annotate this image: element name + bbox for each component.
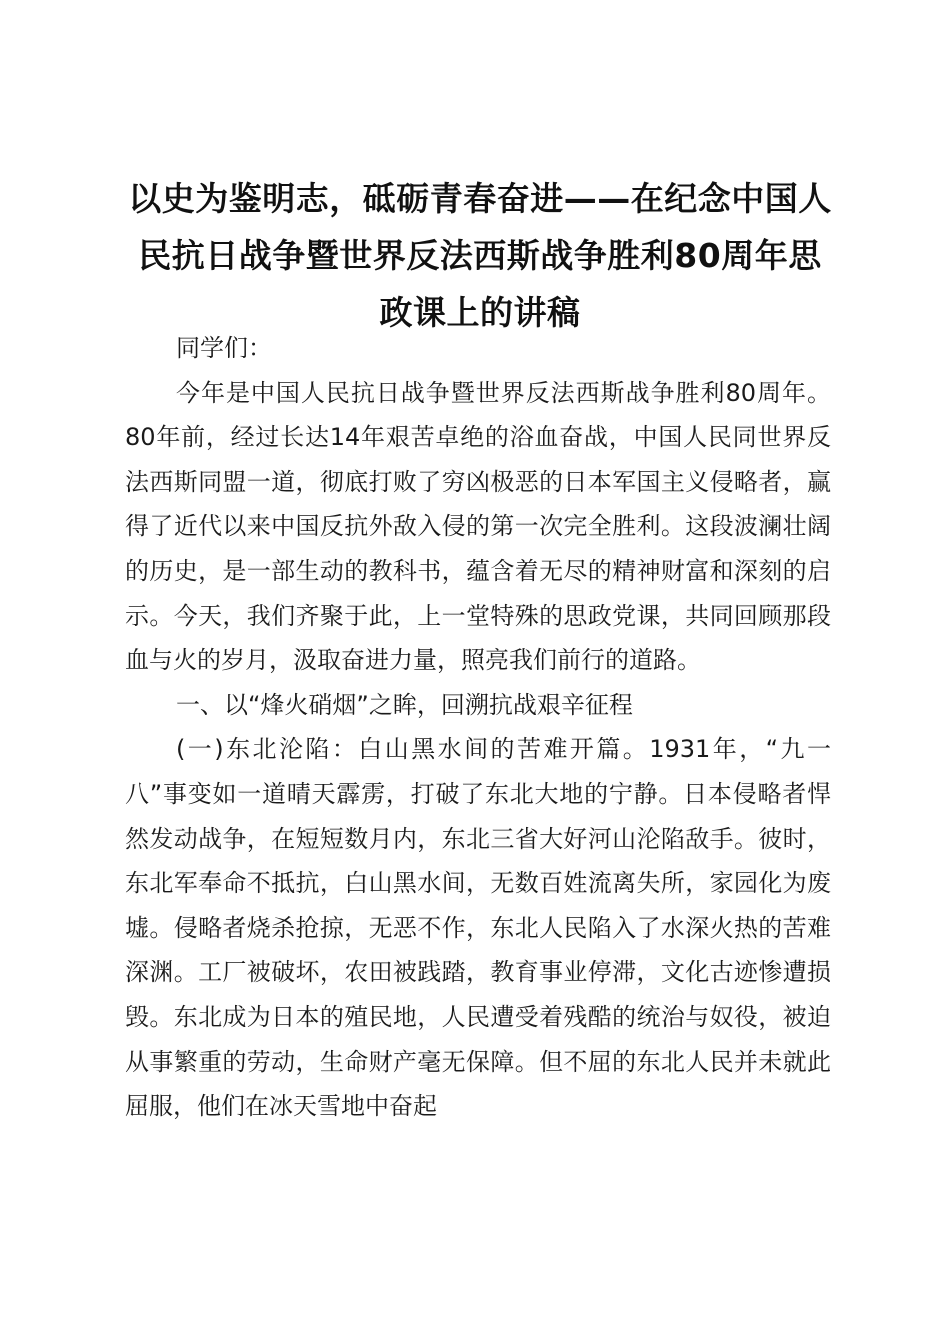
section-paragraph: (一)东北沦陷：白山黑水间的苦难开篇。1931年，“九一八”事变如一道晴天霹雳，打破了东北大地的宁静。日本侵略者悍然发动战争，在短短数月内，东北三省大好河山沦陷敌手。彼时，东北军奉命不抵抗，白山黑水间，无数百姓流离失所，家园化为废墟。侵略者烧杀抢掠，无恶不作，东北人民陷入了水深火热的苦难深渊。工厂被破坏，农田被践踏，教育事业停滞，文化古迹惨遭损毁。东北成为日本的殖民地，人民遭受着残酷的统治与奴役，被迫从事繁重的劳动，生命财产毫无保障。但不屈的东北人民并未就此屈服，他们在冰天雪地中奋起	[125, 735, 831, 1121]
document-body	[125, 326, 831, 1129]
intro-paragraph: 今年是中国人民抗日战争暨世界反法西斯战争胜利80周年。80年前，经过长达14年艰苦卓绝的浴血奋战，中国人民同世界反法西斯同盟一道，彻底打败了穷凶极恶的日本军国主义侵略者，赢得了近代以来中国反抗外敌入侵的第一次完全胜利。这段波澜壮阔的历史，是一部生动的教科书，蕴含着无尽的精神财富和深刻的启示。今天，我们齐聚于此，上一堂特殊的思政党课，共同回顾那段血与火的岁月，汲取奋进力量，照亮我们前行的道路。	[125, 378, 831, 675]
salutation: 同学们：	[176, 334, 272, 362]
document-title: 以史为鉴明志，砥砺青春奋进——在纪念中国人民抗日战争暨世界反法西斯战争胜利80周年思政课上的讲稿	[128, 179, 832, 332]
section-heading: 一、以“烽火硝烟”之眸，回溯抗战艰辛征程	[176, 690, 633, 719]
